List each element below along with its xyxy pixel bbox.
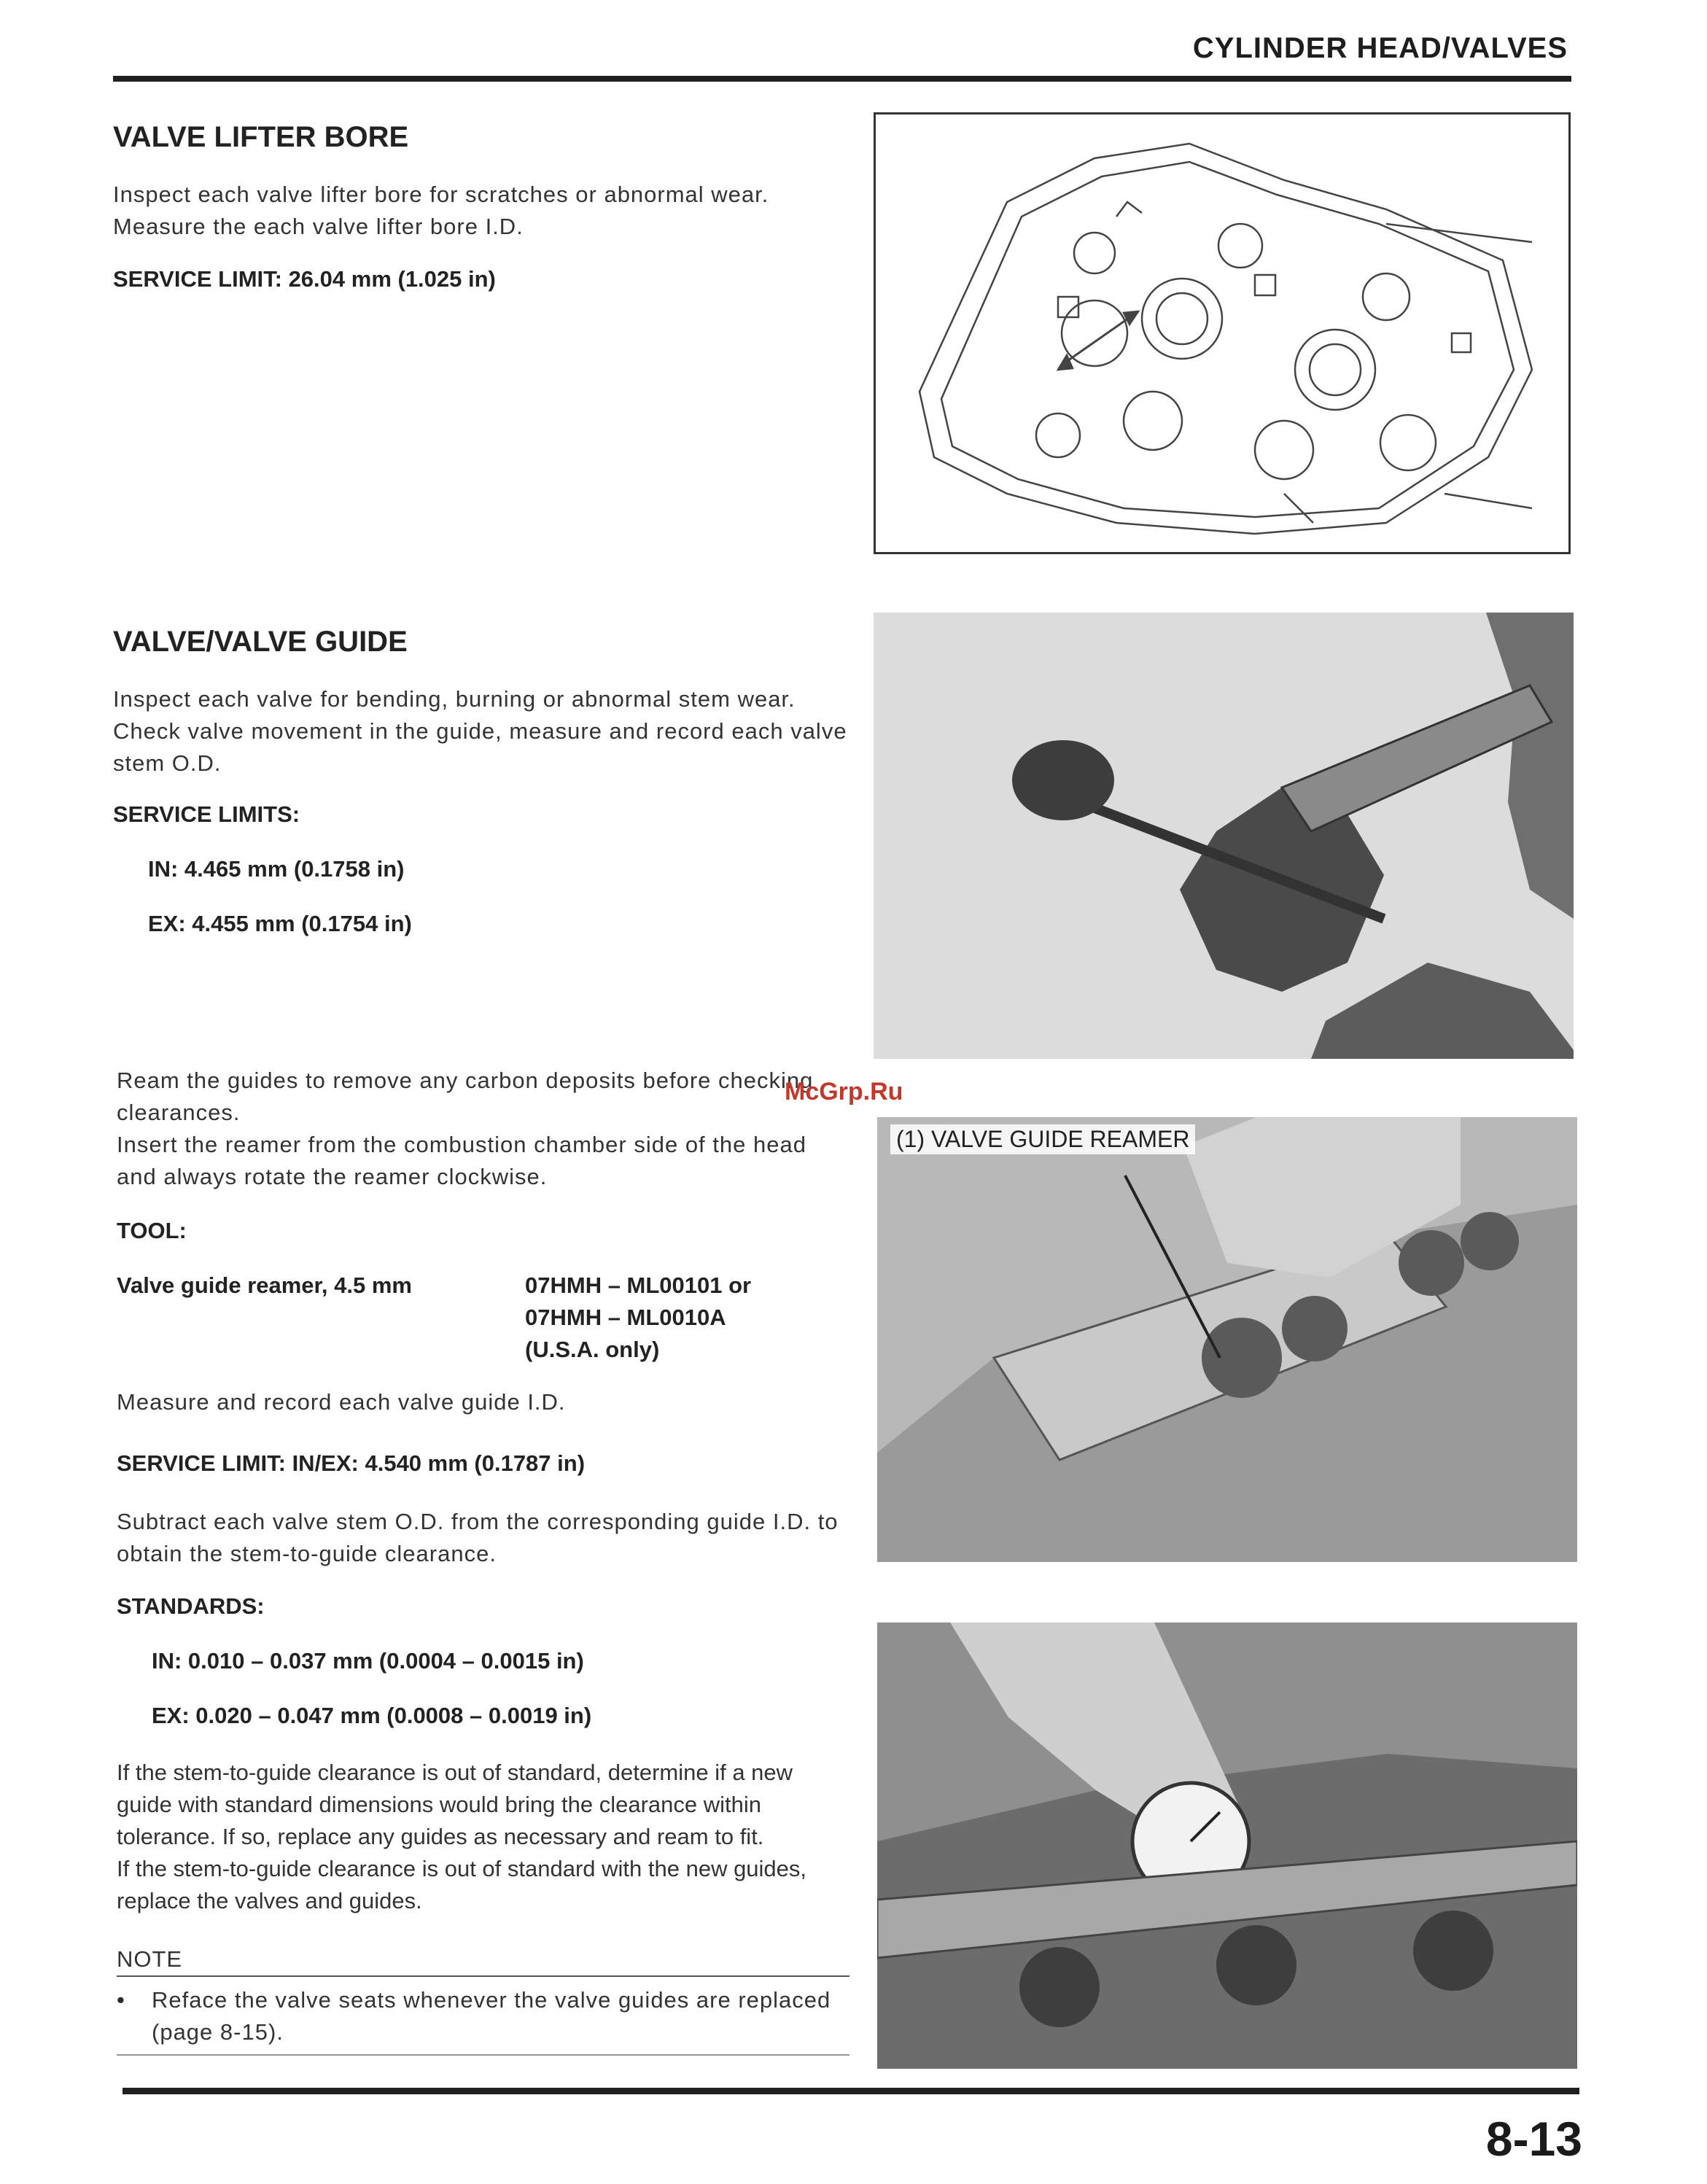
tool-part-number: 07HMH – ML00101 or: [525, 1272, 752, 1298]
figure-label: (1) VALVE GUIDE REAMER: [890, 1124, 1195, 1154]
paragraph: If the stem-to-guide clearance is out of standard, determine if a new guide with standard dimensions would bring the clearance within tolerance. If so, replace any guides as necessary and ream to fit.: [117, 1760, 793, 1849]
note-text: Reface the valve seats whenever the valve guides are replaced (page 8-15).: [152, 1987, 831, 2045]
tool-title: TOOL:: [117, 1218, 187, 1243]
standard-ex: EX: 0.020 – 0.047 mm (0.0008 – 0.0019 in): [152, 1703, 592, 1728]
paragraph: Inspect each valve for bending, burning or abnormal stem wear.: [113, 686, 796, 712]
note-rule: [117, 1975, 849, 1977]
paragraph: Subtract each valve stem O.D. from the corresponding guide I.D. to obtain the stem-to-guide clearance.: [117, 1509, 839, 1566]
standards-title: STANDARDS:: [117, 1593, 265, 1619]
service-limit-in: IN: 4.465 mm (0.1758 in): [148, 856, 405, 882]
figure-valve-guide-reamer: [877, 1117, 1577, 1562]
tool-row: [117, 1270, 853, 1366]
paragraph: Ream the guides to remove any carbon deposits before checking clearances.: [117, 1068, 814, 1125]
tool-part-number: (U.S.A. only): [525, 1337, 660, 1362]
standard-in: IN: 0.010 – 0.037 mm (0.0004 – 0.0015 in): [152, 1648, 584, 1674]
bullet: •: [117, 1987, 125, 2013]
note-title: NOTE: [117, 1946, 183, 1972]
watermark-text: McGrp.Ru: [785, 1078, 903, 1105]
paragraph: Insert the reamer from the combustion chamber side of the head and always rotate the reamer clockwise.: [117, 1132, 806, 1189]
page-number: 8-13: [1485, 2112, 1582, 2166]
paragraph: If the stem-to-guide clearance is out of standard with the new guides, replace the valves and guides.: [117, 1856, 807, 1913]
tool-part-numbers: [525, 1270, 751, 1366]
note-rule-bottom: [117, 2054, 849, 2056]
dial-indicator-photo: [877, 1623, 1577, 2069]
tool-part-number: 07HMH – ML0010A: [525, 1305, 726, 1330]
paragraph: Measure the each valve lifter bore I.D.: [113, 214, 524, 239]
section-reaming: [117, 1065, 853, 2056]
figure-valve-stem-measurement: [874, 613, 1574, 1059]
footer-rule: [123, 2088, 1579, 2094]
paragraph: Inspect each valve lifter bore for scratches or abnormal wear.: [113, 182, 769, 207]
section-valve-lifter-bore: [113, 121, 849, 318]
tool-name: Valve guide reamer, 4.5 mm: [117, 1272, 412, 1298]
paragraph: Check valve movement in the guide, measure and record each valve stem O.D.: [113, 718, 847, 776]
service-limit-ex: EX: 4.455 mm (0.1754 in): [148, 911, 412, 936]
figure-lifter-bore-drawing: [874, 112, 1571, 554]
section-title: VALVE LIFTER BORE: [113, 121, 409, 153]
header-rule: [113, 76, 1571, 82]
figure-dial-indicator: [877, 1623, 1577, 2069]
service-limit: SERVICE LIMIT: 26.04 mm (1.025 in): [113, 266, 496, 292]
section-title: VALVE/VALVE GUIDE: [113, 626, 408, 658]
service-limits-title: SERVICE LIMITS:: [113, 801, 300, 827]
paragraph: Measure and record each valve guide I.D.: [117, 1389, 566, 1415]
service-limit-guide: SERVICE LIMIT: IN/EX: 4.540 mm (0.1787 in): [117, 1450, 586, 1476]
reamer-photo: [877, 1117, 1577, 1562]
micrometer-photo: [874, 613, 1574, 1059]
note-item: [117, 1984, 853, 2048]
cylinder-head-drawing: [876, 114, 1568, 552]
section-valve-guide: [113, 626, 849, 963]
page-header-title: CYLINDER HEAD/VALVES: [1192, 32, 1568, 64]
